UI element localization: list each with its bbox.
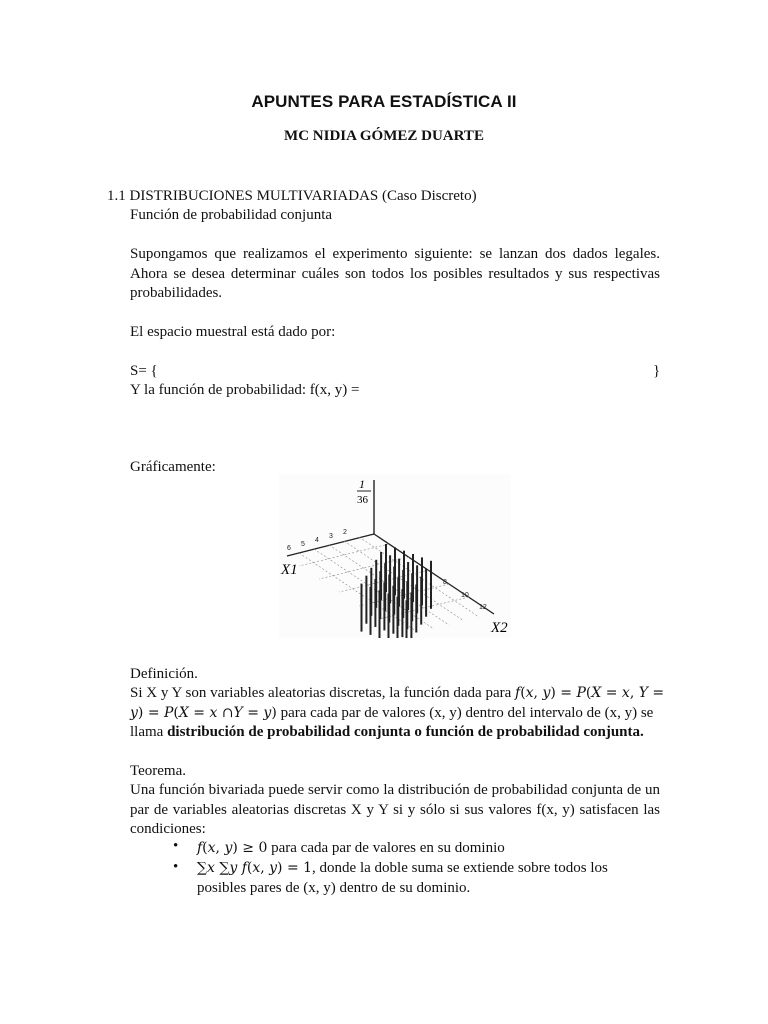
document-title: APUNTES PARA ESTADÍSTICA II — [251, 92, 517, 111]
x1-tick-2: 2 — [343, 529, 347, 536]
condition-1 — [197, 839, 505, 859]
definition-line-3-text: llama — [130, 724, 168, 740]
probability-spikes — [362, 544, 432, 638]
joint-probability-graph — [279, 474, 511, 638]
definition-term: distribución de probabilidad conjunta o función de probabilidad conjunta. — [167, 724, 644, 740]
intro-paragraph: Supongamos que realizamos el experimento siguiente: se lanzan dos dados legales. Ahora se desea determinar cuáles son todos los posibles resultados y sus respectivas probabilidades. — [130, 246, 660, 301]
bullet-icon: • — [173, 859, 179, 875]
x2-axis — [374, 534, 494, 614]
bullet-icon: • — [173, 838, 179, 854]
x1-axis-label: X1 — [281, 562, 298, 578]
definition-line-2 — [130, 704, 665, 724]
joint-probability-figure — [279, 474, 511, 638]
document-author: MC NIDIA GÓMEZ DUARTE — [284, 128, 484, 144]
x1-tick-4: 4 — [315, 537, 319, 544]
definition-line-1-math: 𝑓(𝑥, 𝑦) = 𝑃(𝑋 = 𝑥, 𝑌 = — [515, 685, 665, 701]
definition-line-2-math: 𝑦) = 𝑃(𝑋 = 𝑥 ∩𝑌 = 𝑦) — [130, 705, 277, 721]
x1-tick-6: 6 — [287, 545, 291, 552]
sample-space-open: S= { — [130, 363, 158, 379]
condition-2-text: , donde la doble suma se extiende sobre todos los — [312, 860, 608, 876]
definition-line-1-text: Si X y Y son variables aleatorias discretas, la función dada para — [130, 685, 516, 701]
condition-2-continuation: posibles pares de (x, y) dentro de su dominio. — [197, 880, 471, 896]
definition-line-1 — [130, 684, 665, 704]
z-axis-label-bottom: 36 — [357, 494, 368, 506]
x1-tick-5: 5 — [301, 541, 305, 548]
graph-label: Gráficamente: — [130, 459, 216, 475]
x2-tick-10: 10 — [461, 592, 469, 599]
theorem-title: Teorema. — [130, 763, 187, 779]
theorem-paragraph: Una función bivariada puede servir como la distribución de probabilidad conjunta de un par de variables aleatorias discretas X y Y si y sólo si sus valores f(x, y) satisfacen las condiciones: — [130, 782, 660, 837]
condition-2-math: ∑𝑥 ∑𝑦 𝑓(𝑥, 𝑦) = 1 — [197, 860, 313, 876]
sample-space-label: El espacio muestral está dado por: — [130, 324, 336, 340]
condition-2 — [197, 859, 608, 879]
section-heading: 1.1 DISTRIBUCIONES MULTIVARIADAS (Caso Discreto) — [107, 188, 477, 204]
section-subheading: Función de probabilidad conjunta — [130, 207, 333, 223]
definition-line-2-text: para cada par de valores (x, y) dentro del intervalo de (x, y) se — [276, 705, 654, 721]
x2-axis-label: X2 — [491, 620, 508, 636]
x2-tick-8: 8 — [443, 579, 447, 586]
z-axis-label-top: 1 — [359, 477, 365, 491]
definition-title: Definición. — [130, 666, 198, 682]
condition-1-text: para cada par de valores en su dominio — [267, 840, 505, 856]
sample-space-close: } — [653, 363, 661, 379]
probability-function-label: Y la función de probabilidad: f(x, y) = — [130, 382, 360, 398]
definition-line-3 — [130, 723, 644, 743]
x2-tick-12: 12 — [479, 604, 487, 611]
x1-tick-3: 3 — [329, 533, 333, 540]
condition-1-math: 𝑓(𝑥, 𝑦) ≥ 0 — [197, 840, 268, 856]
